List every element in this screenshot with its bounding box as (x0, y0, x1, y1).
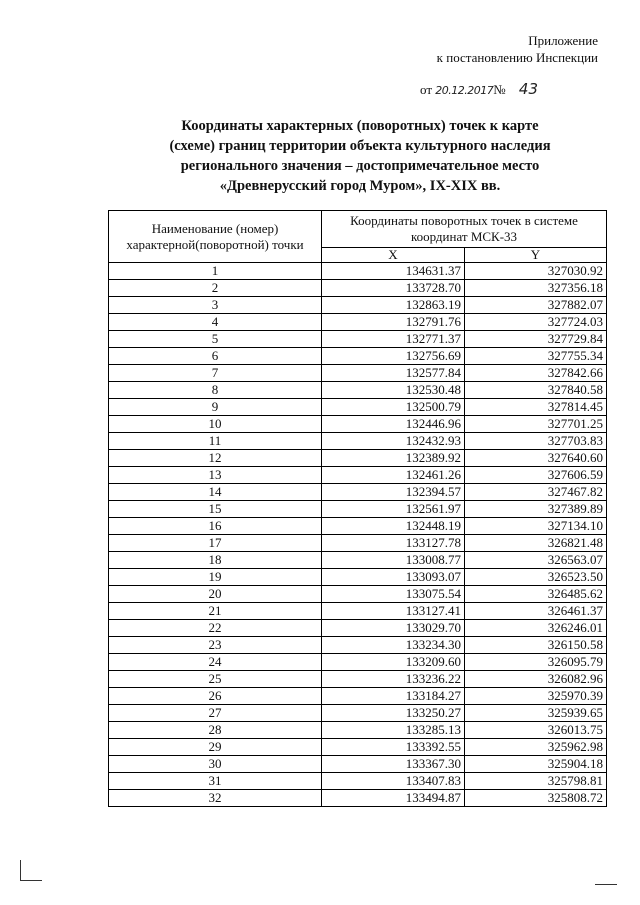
point-number-cell: 26 (109, 688, 322, 705)
handwritten-number: 43 (518, 80, 538, 98)
y-coordinate-cell: 327134.10 (465, 518, 607, 535)
table-row (109, 603, 607, 620)
table-row (109, 280, 607, 297)
table-row (109, 467, 607, 484)
x-coordinate-cell: 133728.70 (322, 280, 465, 297)
y-coordinate-cell: 325808.72 (465, 790, 607, 807)
y-coordinate-cell: 326013.75 (465, 722, 607, 739)
point-number-cell: 23 (109, 637, 322, 654)
table-row (109, 331, 607, 348)
y-coordinate-cell: 326082.96 (465, 671, 607, 688)
point-number-cell: 30 (109, 756, 322, 773)
table-row (109, 722, 607, 739)
decree-dateline (420, 80, 538, 98)
table-row (109, 637, 607, 654)
y-coordinate-cell: 326485.62 (465, 586, 607, 603)
x-coordinate-cell: 133236.22 (322, 671, 465, 688)
point-number-cell: 20 (109, 586, 322, 603)
point-number-cell: 8 (109, 382, 322, 399)
y-coordinate-cell: 327729.84 (465, 331, 607, 348)
point-number-cell: 27 (109, 705, 322, 722)
point-number-cell: 13 (109, 467, 322, 484)
table-row (109, 382, 607, 399)
header-x: X (322, 248, 465, 263)
point-number-cell: 15 (109, 501, 322, 518)
header-coordinate-system: Координаты поворотных точек в системе координат МСК-33 (322, 211, 607, 248)
number-sign: № (493, 82, 506, 97)
y-coordinate-cell: 326461.37 (465, 603, 607, 620)
table-row (109, 552, 607, 569)
x-coordinate-cell: 132394.57 (322, 484, 465, 501)
coordinates-table-body (109, 263, 607, 807)
date-prefix: от (420, 82, 433, 97)
point-number-cell: 12 (109, 450, 322, 467)
table-row (109, 586, 607, 603)
x-coordinate-cell: 133075.54 (322, 586, 465, 603)
table-row (109, 484, 607, 501)
x-coordinate-cell: 132791.76 (322, 314, 465, 331)
x-coordinate-cell: 133184.27 (322, 688, 465, 705)
point-number-cell: 6 (109, 348, 322, 365)
table-row (109, 263, 607, 280)
y-coordinate-cell: 326150.58 (465, 637, 607, 654)
x-coordinate-cell: 132461.26 (322, 467, 465, 484)
table-row (109, 450, 607, 467)
table-row (109, 365, 607, 382)
table-row (109, 501, 607, 518)
x-coordinate-cell: 132577.84 (322, 365, 465, 382)
x-coordinate-cell: 132771.37 (322, 331, 465, 348)
x-coordinate-cell: 132863.19 (322, 297, 465, 314)
coordinates-table (108, 210, 607, 807)
y-coordinate-cell: 325970.39 (465, 688, 607, 705)
x-coordinate-cell: 133008.77 (322, 552, 465, 569)
point-number-cell: 19 (109, 569, 322, 586)
table-row (109, 756, 607, 773)
table-row (109, 535, 607, 552)
y-coordinate-cell: 327701.25 (465, 416, 607, 433)
point-number-cell: 3 (109, 297, 322, 314)
x-coordinate-cell: 132756.69 (322, 348, 465, 365)
scan-mark-right-bottom (595, 884, 617, 885)
appendix-header (437, 32, 598, 66)
y-coordinate-cell: 326246.01 (465, 620, 607, 637)
point-number-cell: 22 (109, 620, 322, 637)
table-row (109, 739, 607, 756)
x-coordinate-cell: 132530.48 (322, 382, 465, 399)
table-row (109, 569, 607, 586)
x-coordinate-cell: 132448.19 (322, 518, 465, 535)
scan-mark-left-vertical (20, 860, 21, 880)
title-line-3: регионального значения – достопримечательное место (180, 158, 540, 174)
point-number-cell: 7 (109, 365, 322, 382)
title-line-4: «Древнерусский город Муром», IX-XIX вв. (219, 178, 501, 194)
y-coordinate-cell: 325939.65 (465, 705, 607, 722)
x-coordinate-cell: 132500.79 (322, 399, 465, 416)
table-row (109, 297, 607, 314)
y-coordinate-cell: 327606.59 (465, 467, 607, 484)
x-coordinate-cell: 133209.60 (322, 654, 465, 671)
point-number-cell: 17 (109, 535, 322, 552)
point-number-cell: 2 (109, 280, 322, 297)
table-row (109, 654, 607, 671)
point-number-cell: 5 (109, 331, 322, 348)
x-coordinate-cell: 132446.96 (322, 416, 465, 433)
table-row (109, 348, 607, 365)
y-coordinate-cell: 326095.79 (465, 654, 607, 671)
point-number-cell: 31 (109, 773, 322, 790)
point-number-cell: 14 (109, 484, 322, 501)
table-row (109, 518, 607, 535)
y-coordinate-cell: 326821.48 (465, 535, 607, 552)
table-row (109, 705, 607, 722)
appendix-line-1: Приложение (528, 33, 598, 48)
y-coordinate-cell: 327840.58 (465, 382, 607, 399)
x-coordinate-cell: 133029.70 (322, 620, 465, 637)
y-coordinate-cell: 327640.60 (465, 450, 607, 467)
table-row (109, 790, 607, 807)
y-coordinate-cell: 327882.07 (465, 297, 607, 314)
x-coordinate-cell: 133234.30 (322, 637, 465, 654)
title-line-2: (схеме) границ территории объекта культурного наследия (169, 138, 551, 154)
table-row (109, 671, 607, 688)
point-number-cell: 32 (109, 790, 322, 807)
point-number-cell: 11 (109, 433, 322, 450)
header-point-name: Наименование (номер) характерной(поворотной) точки (109, 211, 322, 263)
point-number-cell: 18 (109, 552, 322, 569)
y-coordinate-cell: 326523.50 (465, 569, 607, 586)
x-coordinate-cell: 133407.83 (322, 773, 465, 790)
table-row (109, 688, 607, 705)
point-number-cell: 28 (109, 722, 322, 739)
title-line-1: Координаты характерных (поворотных) точек к карте (181, 118, 539, 134)
y-coordinate-cell: 327703.83 (465, 433, 607, 450)
x-coordinate-cell: 133285.13 (322, 722, 465, 739)
x-coordinate-cell: 133127.78 (322, 535, 465, 552)
point-number-cell: 10 (109, 416, 322, 433)
document-title (110, 116, 610, 196)
y-coordinate-cell: 327030.92 (465, 263, 607, 280)
x-coordinate-cell: 134631.37 (322, 263, 465, 280)
table-row (109, 314, 607, 331)
y-coordinate-cell: 325904.18 (465, 756, 607, 773)
y-coordinate-cell: 326563.07 (465, 552, 607, 569)
y-coordinate-cell: 327389.89 (465, 501, 607, 518)
y-coordinate-cell: 327467.82 (465, 484, 607, 501)
point-number-cell: 4 (109, 314, 322, 331)
x-coordinate-cell: 132432.93 (322, 433, 465, 450)
y-coordinate-cell: 327724.03 (465, 314, 607, 331)
y-coordinate-cell: 327356.18 (465, 280, 607, 297)
point-number-cell: 29 (109, 739, 322, 756)
y-coordinate-cell: 325962.98 (465, 739, 607, 756)
table-row (109, 773, 607, 790)
y-coordinate-cell: 325798.81 (465, 773, 607, 790)
table-row (109, 416, 607, 433)
table-row (109, 620, 607, 637)
scan-mark-left-bottom (20, 880, 42, 881)
handwritten-date: 20.12.2017 (435, 84, 494, 97)
y-coordinate-cell: 327755.34 (465, 348, 607, 365)
table-row (109, 399, 607, 416)
x-coordinate-cell: 133494.87 (322, 790, 465, 807)
point-number-cell: 16 (109, 518, 322, 535)
table-row (109, 433, 607, 450)
y-coordinate-cell: 327842.66 (465, 365, 607, 382)
point-number-cell: 9 (109, 399, 322, 416)
point-number-cell: 1 (109, 263, 322, 280)
x-coordinate-cell: 133250.27 (322, 705, 465, 722)
x-coordinate-cell: 133127.41 (322, 603, 465, 620)
x-coordinate-cell: 133093.07 (322, 569, 465, 586)
x-coordinate-cell: 132561.97 (322, 501, 465, 518)
y-coordinate-cell: 327814.45 (465, 399, 607, 416)
x-coordinate-cell: 133367.30 (322, 756, 465, 773)
point-number-cell: 21 (109, 603, 322, 620)
point-number-cell: 24 (109, 654, 322, 671)
x-coordinate-cell: 133392.55 (322, 739, 465, 756)
x-coordinate-cell: 132389.92 (322, 450, 465, 467)
point-number-cell: 25 (109, 671, 322, 688)
appendix-line-2: к постановлению Инспекции (436, 50, 598, 65)
header-y: Y (465, 248, 607, 263)
